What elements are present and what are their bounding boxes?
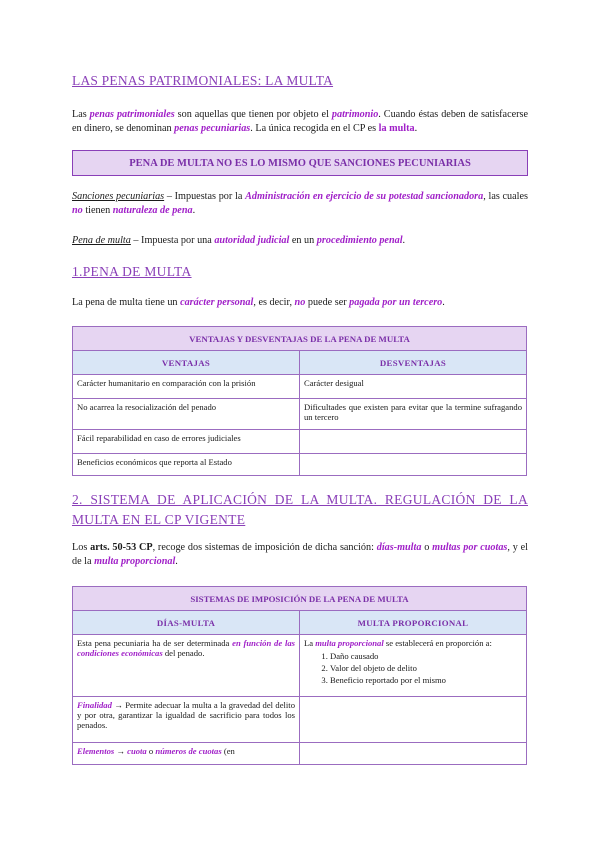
callout-banner: PENA DE MULTA NO ES LO MISMO QUE SANCIONES PECUNIARIAS: [72, 150, 528, 176]
ventajas-table-title: VENTAJAS Y DESVENTAJAS DE LA PENA DE MULTA: [73, 327, 527, 351]
section-heading-2: 2. SISTEMA DE APLICACIÓN DE LA MULTA. REGULACIÓN DE LA MULTA EN EL CP VIGENTE: [72, 492, 528, 527]
sistemas-paragraph: Los arts. 50-53 CP, recoge dos sistemas de imposición de dicha sanción: días-multa o multas por cuotas, y el de la multa proporcional.: [72, 542, 529, 567]
sistemas-table-title: SISTEMAS DE IMPOSICIÓN DE LA PENA DE MULTA: [73, 587, 527, 611]
table-cell: [300, 430, 527, 454]
proporcion-list: [304, 650, 522, 686]
table-cell: [300, 697, 527, 743]
table-cell: La multa proporcional se establecerá en proporción a: 1. Daño causado 2. Valor del objeto de delito 3. Beneficio reportado por el mismo: [300, 635, 527, 697]
table-cell: Finalidad → Permite adecuar la multa a la gravedad del delito y por otra, garantizar la igualdad de sacrificio para todos los penados.: [73, 697, 300, 743]
table-cell: Carácter desigual: [300, 375, 527, 399]
table-cell: [300, 743, 527, 765]
desventajas-header: DESVENTAJAS: [300, 351, 527, 375]
table-cell: [300, 454, 527, 476]
pena-paragraph: Pena de multa – Impuesta por una autoridad judicial en un procedimiento penal.: [72, 235, 406, 246]
dias-multa-header: DÍAS-MULTA: [73, 611, 300, 635]
table-cell: No acarrea la resocialización del penado: [73, 399, 300, 430]
table-cell: Esta pena pecuniaria ha de ser determinada en función de las condiciones económicas del penado.: [73, 635, 300, 697]
section-heading-1: 1.PENA DE MULTA: [72, 264, 192, 279]
table-cell: Dificultades que existen para evitar que la termine sufragando un tercero: [300, 399, 527, 430]
list-item: 3. Beneficio reportado por el mismo: [330, 674, 522, 686]
sanciones-paragraph: Sanciones pecuniarias – Impuestas por la Administración en ejercicio de su potestad sancionadora, las cuales no tienen naturaleza de pena.: [72, 191, 528, 216]
ventajas-header: VENTAJAS: [73, 351, 300, 375]
page-title: LAS PENAS PATRIMONIALES: LA MULTA: [72, 73, 334, 88]
table-cell: Carácter humanitario en comparación con la prisión: [73, 375, 300, 399]
multa-proporcional-header: MULTA PROPORCIONAL: [300, 611, 527, 635]
intro-paragraph: Las penas patrimoniales son aquellas que tienen por objeto el patrimonio. Cuando éstas deben de satisfacerse en dinero, se denominan penas pecuniarias. La única recogida en el CP es la multa.: [72, 109, 528, 134]
ventajas-table: [72, 326, 527, 476]
table-cell: Beneficios económicos que reporta al Estado: [73, 454, 300, 476]
table-cell: Fácil reparabilidad en caso de errores judiciales: [73, 430, 300, 454]
list-item: 2. Valor del objeto de delito: [330, 662, 522, 674]
sistemas-table: [72, 586, 527, 765]
table-cell: Elementos → cuota o números de cuotas (en: [73, 743, 300, 765]
list-item: 1. Daño causado: [330, 650, 522, 662]
multa-paragraph: La pena de multa tiene un carácter personal, es decir, no puede ser pagada por un tercero.: [72, 297, 445, 308]
